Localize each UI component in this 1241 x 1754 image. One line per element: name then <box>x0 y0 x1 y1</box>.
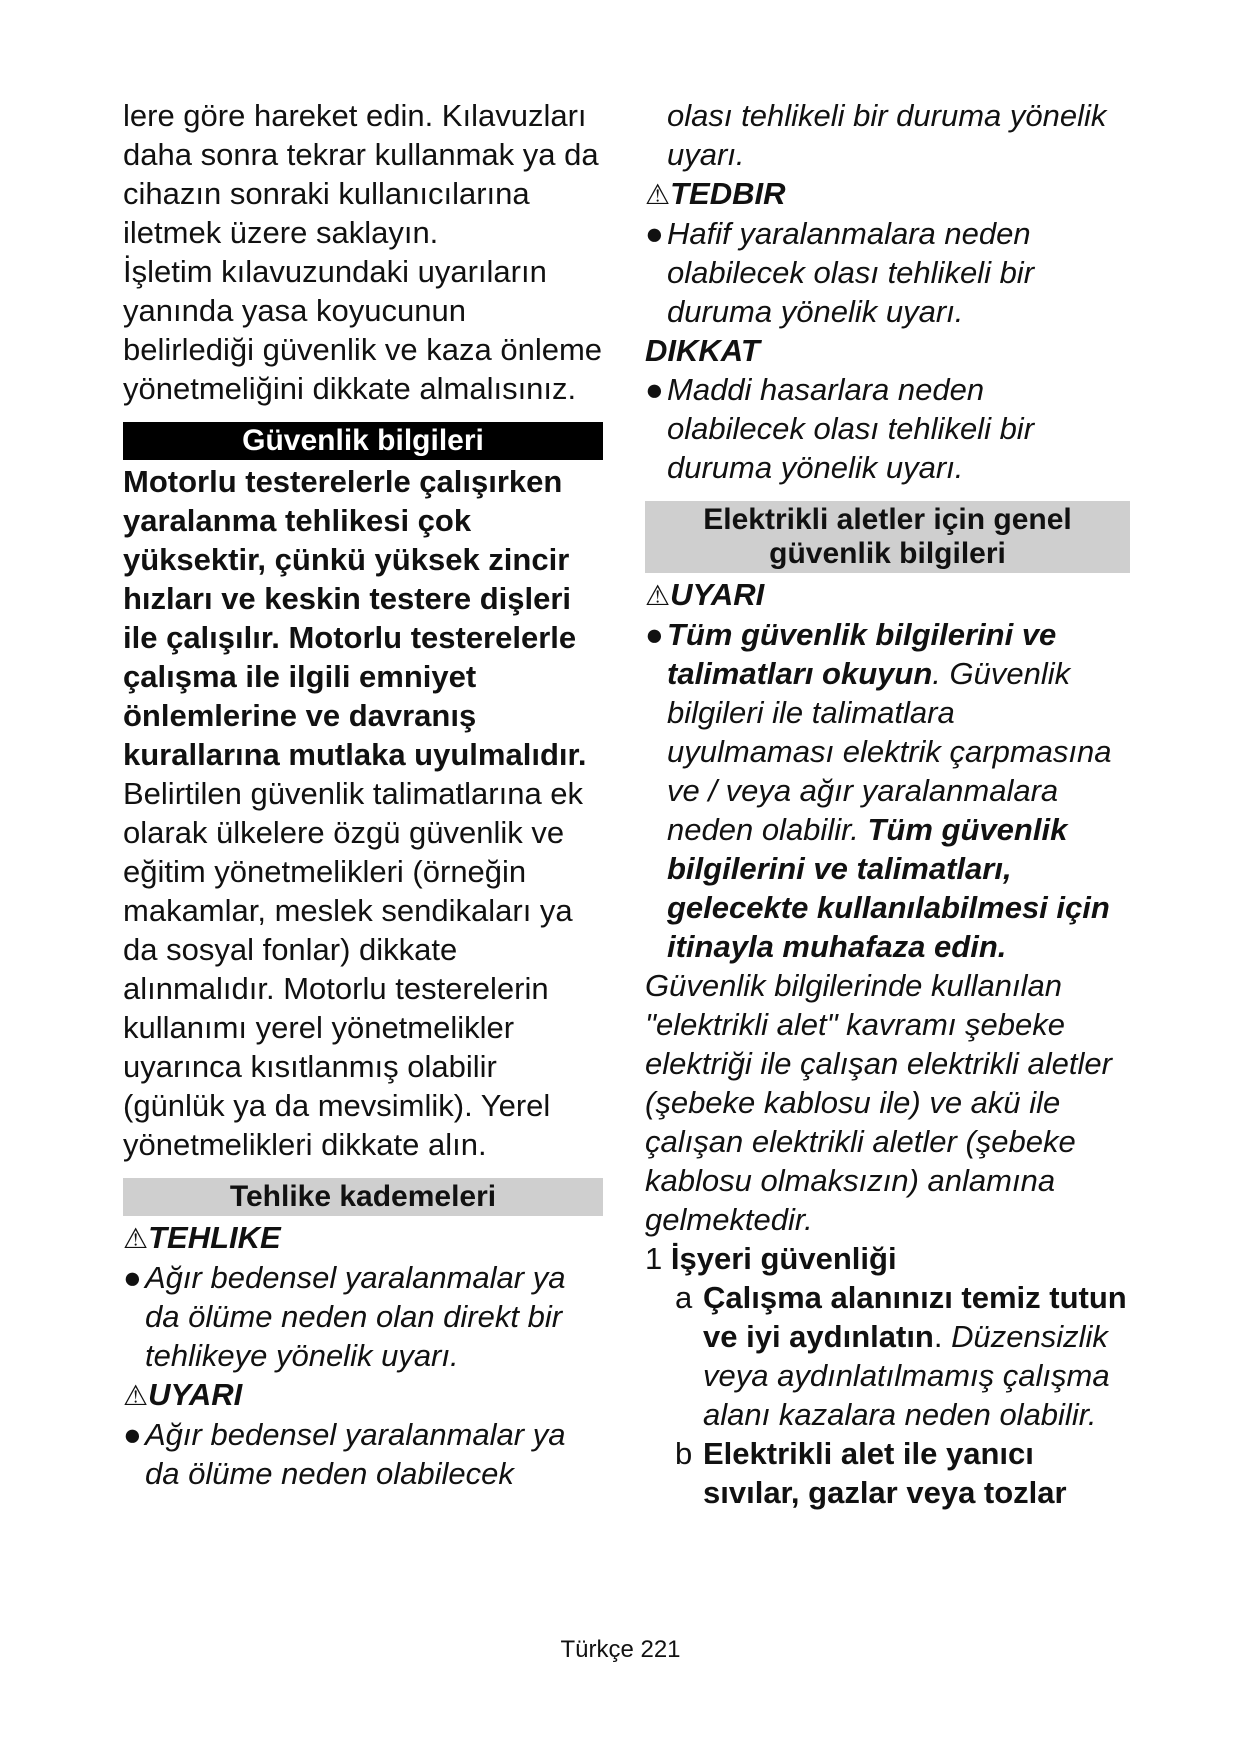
item-a: a Çalışma alanınızı temiz tutun ve iyi aydınlatın. Düzensizlik veya aydınlatılmamış çalışma alanı kazalara neden olabilir. <box>675 1280 1127 1432</box>
danger-label: ⚠TEHLIKE <box>123 1220 281 1255</box>
hazard-levels-header: Tehlike kademeleri <box>123 1178 603 1216</box>
item-b: b Elektrikli alet ile yanıcı sıvılar, gazlar veya tozlar <box>675 1436 1067 1510</box>
intro-paragraph: lere göre hareket edin. Kılavuzları daha sonra tekrar kullanmak ya da cihazın sonraki kullanıcılarına iletmek üzere saklayın. <box>123 98 599 250</box>
left-column <box>123 96 603 1493</box>
warning-label: ⚠UYARI <box>123 1377 243 1412</box>
read-instructions-item: ● Tüm güvenlik bilgilerini ve talimatları okuyun. Güvenlik bilgileri ile talimatlara uyulmaması elektrik çarpmasına ve / veya ağır yaralanmalara neden olabilir. Tüm güvenlik bilgilerini ve talimatları, gelecekte kullanılabilmesi için itinayla muhafaza edin. <box>645 617 1112 964</box>
warning-label-2: ⚠UYARI <box>645 577 765 612</box>
footer-page-number: 221 <box>640 1636 681 1663</box>
warning-icon: ⚠ <box>645 580 671 611</box>
intro-paragraph-2: İşletim kılavuzundaki uyarıların yanında yasa koyucunun belirlediği güvenlik ve kaza önleme yönetmeliğini dikkate almalısınız. <box>123 254 603 406</box>
general-safety-header: Elektrikli aletler için genel güvenlik bilgileri <box>645 501 1130 573</box>
warning-icon: ⚠ <box>123 1223 149 1254</box>
warning-description: ● Ağır bedensel yaralanmalar ya da ölüme neden olabilecek <box>123 1417 566 1491</box>
bullet-icon: ● <box>123 1417 142 1452</box>
bullet-icon: ● <box>645 617 664 652</box>
warning-icon: ⚠ <box>645 179 671 210</box>
bullet-icon: ● <box>645 216 664 251</box>
caution-description: ● Hafif yaralanmalara neden olabilecek olası tehlikeli bir duruma yönelik uyarı. <box>645 216 1035 329</box>
warning-description-continued: olası tehlikeli bir duruma yönelik uyarı. <box>667 98 1107 172</box>
bullet-icon: ● <box>123 1260 142 1295</box>
footer-language: Türkçe <box>560 1636 634 1663</box>
term-definition: Güvenlik bilgilerinde kullanılan "elektrikli alet" kavramı şebeke elektriği ile çalışan elektrikli aletler (şebeke kablosu ile) ve akü ile çalışan elektrikli aletler (şebeke kablosu olmaksızın) anlamına gelmektedir. <box>645 968 1112 1237</box>
safety-warning-bold: Motorlu testerelerle çalışırken yaralanma tehlikesi çok yüksektir, çünkü yüksek zincir hızları ve keskin testere dişleri ile çalışılır. Motorlu testerelerle çalışma ile ilgili emniyet önlemlerine ve davranış kurallarına mutlaka uyulmalıdır. <box>123 464 587 772</box>
safety-info-header: Güvenlik bilgileri <box>123 422 603 460</box>
safety-info-text: Belirtilen güvenlik talimatlarına ek olarak ülkelere özgü güvenlik ve eğitim yönetmelikleri (örneğin makamlar, meslek sendikaları ya da sosyal fonlar) dikkate alınmalıdır. Motorlu testerelerin kullanımı yerel yönetmelikler uyarınca kısıtlanmış olabilir (günlük ya da mevsimlik). Yerel yönetmelikleri dikkate alın. <box>123 776 584 1162</box>
page-footer <box>0 1636 1241 1664</box>
right-column <box>645 96 1130 1512</box>
caution-label: ⚠TEDBIR <box>645 176 786 211</box>
warning-icon: ⚠ <box>123 1380 149 1411</box>
bullet-icon: ● <box>645 372 664 407</box>
notice-label: DIKKAT <box>645 333 760 368</box>
section-workplace-safety: 1 İşyeri güvenliği <box>645 1241 897 1276</box>
danger-description: ● Ağır bedensel yaralanmalar ya da ölüme neden olan direkt bir tehlikeye yönelik uyarı. <box>123 1260 566 1373</box>
notice-description: ● Maddi hasarlara neden olabilecek olası tehlikeli bir duruma yönelik uyarı. <box>645 372 1035 485</box>
